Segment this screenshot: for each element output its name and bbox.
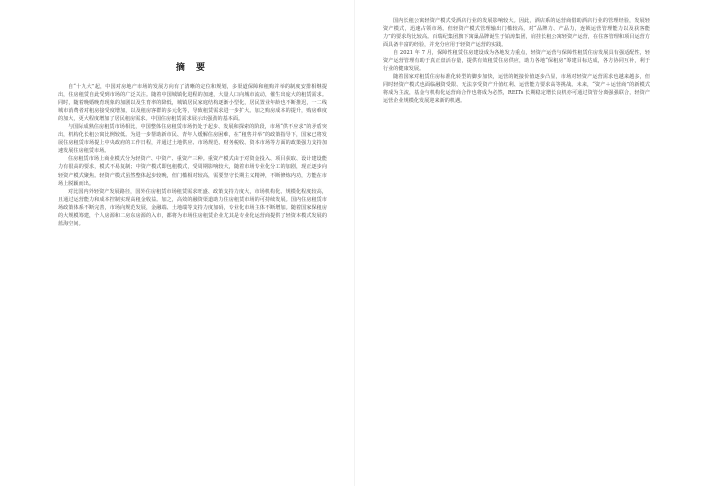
left-paragraph-4: 对比国内外轻资产发展路径，国外住房租赁市场租赁需求旺盛、政策支持力度大，市场机构化、规模化程度较高，且通过运营能力和成本控制实现高租金收益。加之，高效的融资渠道助力住房租赁市场的可持续发展。国内住房租赁市场政策体系不断完善，市场向规范发展，金融端、土地端等支持力度加码，专业化市场主体不断增加。随着国家保租房的大规模筹建，个人房源和二房东房源的入市，都将为市场住房租赁企业尤其是专业化运营商提供了轻资本模式发展的蓝海空间。 [58,188,327,227]
left-paragraph-1: 自“十九大”起，中国对房地产市场的发展方向有了清晰的定位和规划，多渠道保障和租购并举的制度安排相继提出，住房租赁自此受到市场的广泛关注。随着中国城镇化进程的加速，大量人口向城市流动，催生出庞大的租赁需求。同时，随着晚婚晚育现象的加剧以及生育率的降低，城镇居民家庭结构逐渐小型化，居民置业年龄也不断推迟，一二线城市消费者对租房接受度增加，以及租房客群的多元化等，导致租赁需求进一步扩大。加之购房成本的提升，购房难度的加大，更大程度增加了居民租房需求。中国住房租赁需求展示出强劲的基本面。 [58,84,327,123]
right-page [355,0,710,486]
right-paragraph-1: 国内长租公寓轻资产模式受酒店行业的发展影响较大。因此，酒店系的运营商借助酒店行业的管理经验，发展轻资产模式，迅速占领市场。但轻资产模式管理输出门槛较高，对“品牌力、产品力，连锁运营管理能力以及获客能力”的要求均比较高。百瑞纪集团旗下寓巢品牌诞生于铂涛集团，肩挂长租公寓轻资产运营，在住客管理和项目运营方面具备丰富的经验，并充分应用于轻资产运营的实践。 [383,18,650,49]
right-paragraph-3: 随着国家对租赁住房标准化转型的脚步加快，运营的链接价值逐步凸显，市场对轻资产运营需求也越来越多，但同时轻资产模式也面临融资受限、无法享受资产升值红利、运营能力要求高等挑战。未来，“资产＋运营商”的新模式将成为主流，基金与机构化运营商合作也将成为必然，REITs 长期稳定增长良机亦可通过资管分离强强联合，轻资产运营企业规模化发展迎来新的机遇。 [383,74,650,105]
abstract-title: 摘 要 [175,63,210,73]
left-paragraph-3: 住房租赁市场上商业模式分为轻资产、中资产、重资产三种。重资产模式由于对资金投入、项目获取、设计建设能力有很高的要求，模式不易复制；中资产模式即包租模式，受周期影响较大，随着市场专业化分工的加剧，现正逐步向轻资产模式聚焦。轻资产模式虽然整体起步较晚，但门槛相对较高，需要坚守长期主义精神，不断修炼内功，方能在市场上脱颖而出。 [58,156,327,187]
left-paragraph-2: 与国际成熟住房租赁市场相比，中国整体住房租赁市场仍处于起步、发展和探索的阶段，市场“供不应求”的矛盾突出，机构化长租公寓比例较低。为进一步帮助新市民、青年人缓解住房困难，在“租售并举”的政策指导下，国家已将发展住房租赁市场提上中央政府的工作日程，并通过土地供应、市场规范、财务税收、资本市场等方面的政策强力支持加速发展住房租赁市场。 [58,124,327,155]
right-paragraph-2: 自 2021 年 7 月，保障性租赁住房建设成为各地发力重点，轻资产运营与保障性租赁住房发展具有强适配性，轻资产运营管理有助于真正盘活存量，提供有效租赁住房供应，助力各地“保租房”筹建目标达成，各方协同互补，利于行业的健康发展。 [383,50,650,73]
